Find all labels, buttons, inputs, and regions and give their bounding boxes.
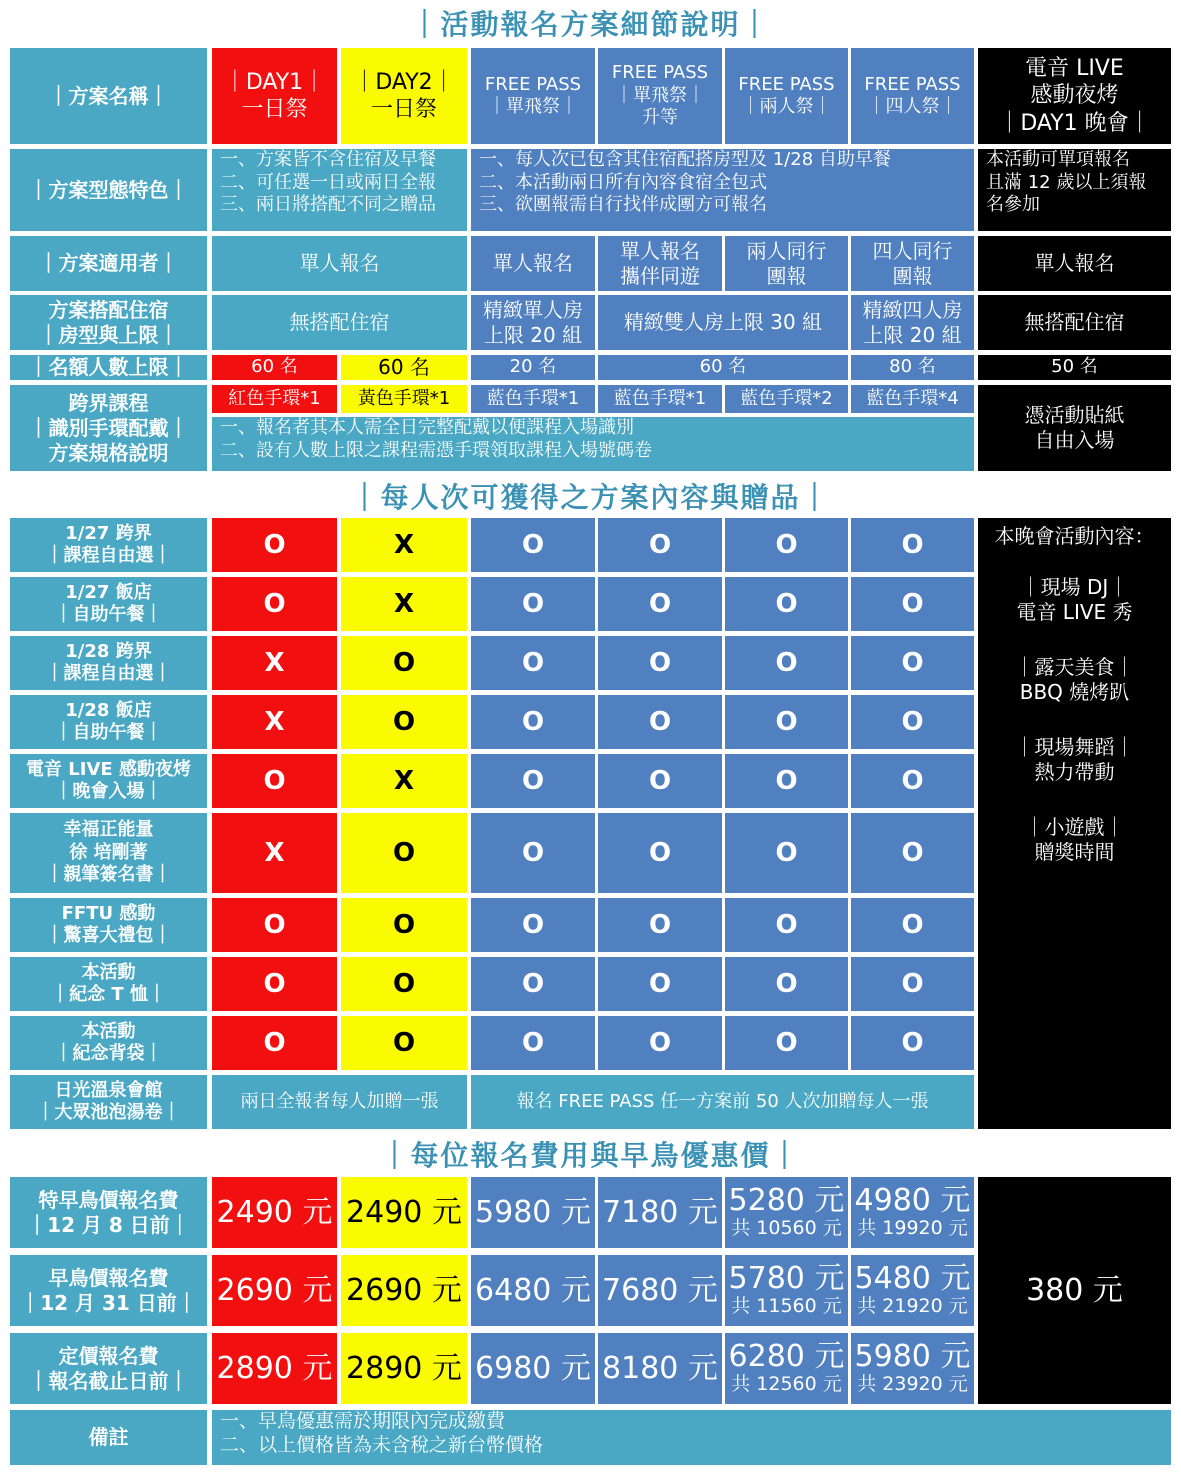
- lodging-fp-four-1: 精緻四人房: [862, 297, 963, 322]
- benefit-mark: X: [212, 695, 337, 749]
- plan-day1-name-line1: ｜DAY1｜: [223, 69, 326, 95]
- wristband-label-1: 跨界課程: [68, 390, 149, 415]
- benefit-mark: O: [471, 754, 595, 808]
- features-night-1: 本活動可單項報名: [986, 149, 1130, 170]
- lodging-fp-single-2: 上限 20 組: [483, 322, 583, 347]
- benefit-mark: O: [725, 577, 848, 631]
- benefit-mark: O: [341, 695, 467, 749]
- benefit-row-label-line: 本活動: [81, 961, 136, 983]
- benefit-mark: O: [598, 813, 722, 893]
- benefit-mark: O: [212, 577, 337, 631]
- price-fp-single: 5980 元: [471, 1177, 595, 1248]
- plan-fp-two-line2: ｜兩人祭｜: [741, 96, 832, 117]
- applicable-fp-two: [725, 236, 848, 291]
- price-fp-single-up: 7180 元: [598, 1177, 722, 1248]
- price-row-label-line: 早鳥價報名費: [48, 1265, 169, 1290]
- section-title-pricing: ｜每位報名費用與早鳥優惠價｜: [380, 1139, 801, 1172]
- night-item-1-a: ｜現場 DJ｜: [1020, 575, 1129, 599]
- benefit-mark: O: [598, 518, 722, 572]
- benefit-row-label-line: 1/28 跨界: [65, 640, 152, 662]
- plan-fp-four-line1: FREE PASS: [864, 73, 961, 95]
- price-fp-two: [725, 1177, 848, 1248]
- lodging-night: 無搭配住宿: [978, 295, 1171, 350]
- features-day-1: 一、方案皆不含住宿及早餐: [220, 149, 436, 170]
- wristband-notes: [212, 417, 974, 471]
- benefit-mark: O: [725, 518, 848, 572]
- row-label-wristband: [10, 385, 207, 471]
- row-label-features: ｜方案型態特色｜: [10, 149, 207, 231]
- plan-fp-two-line1: FREE PASS: [738, 73, 835, 95]
- benefit-mark: X: [212, 636, 337, 690]
- night-item-3-a: ｜現場舞蹈｜: [1014, 735, 1135, 759]
- price-total: 共 19920 元: [857, 1217, 968, 1240]
- night-item-4-b: 贈獎時間: [1034, 840, 1115, 864]
- benefit-mark: O: [341, 898, 467, 952]
- benefit-mark: O: [725, 957, 848, 1011]
- night-item-4-a: ｜小遊戲｜: [1024, 815, 1125, 839]
- benefit-row-label-line: ｜紀念背袋｜: [54, 1043, 163, 1064]
- remarks-label: 備註: [10, 1410, 207, 1465]
- benefit-mark: O: [471, 813, 595, 893]
- price-day2: 2890 元: [341, 1333, 467, 1404]
- benefit-row-label: [10, 898, 207, 952]
- applicable-night: 單人報名: [978, 236, 1171, 291]
- price-per-person: 5980 元: [854, 1339, 971, 1375]
- night-item-2-b: BBQ 燒烤趴: [1019, 680, 1130, 704]
- price-per-person: 5780 元: [728, 1261, 845, 1297]
- wristband-night-2: 自由入場: [1034, 428, 1115, 452]
- row-label-spa: [10, 1075, 207, 1129]
- benefit-row-label: [10, 754, 207, 808]
- benefit-row-label-line: ｜自助午餐｜: [54, 722, 163, 743]
- applicable-fp-four-2: 團報: [892, 263, 933, 288]
- applicable-fp-four: [851, 236, 974, 291]
- benefit-mark: O: [341, 1016, 467, 1070]
- wristband-fp-single: 藍色手環*1: [471, 385, 595, 413]
- quota-day1: 60 名: [212, 355, 337, 380]
- row-label-quota: ｜名額人數上限｜: [10, 355, 207, 380]
- spa-freepass: 報名 FREE PASS 任一方案前 50 人次加贈每人一張: [471, 1075, 974, 1129]
- quota-night: 50 名: [978, 355, 1171, 380]
- spa-label-2: ｜大眾池泡湯卷｜: [36, 1102, 181, 1123]
- price-per-person: 5480 元: [854, 1261, 971, 1297]
- features-day-3: 三、兩日將搭配不同之贈品: [220, 194, 436, 215]
- price-row-label-line: ｜報名截止日前｜: [28, 1368, 189, 1393]
- plan-night-line3: ｜DAY1 晚會｜: [998, 110, 1151, 136]
- price-row-label-line: ｜12 月 8 日前｜: [27, 1212, 190, 1237]
- applicable-fp-single-up-1: 單人報名: [620, 238, 700, 263]
- price-fp-single: 6980 元: [471, 1333, 595, 1404]
- wristband-note-1: 一、報名者其本人需全日完整配戴以便課程入場識別: [220, 417, 634, 438]
- benefit-mark: O: [725, 695, 848, 749]
- plan-night-line2: 感動夜烤: [1030, 83, 1119, 109]
- spa-day: 兩日全報者每人加贈一張: [212, 1075, 467, 1129]
- plan-day2-name-line1: ｜DAY2｜: [353, 69, 455, 95]
- benefit-row-label: [10, 695, 207, 749]
- night-program: [978, 518, 1171, 1129]
- benefit-mark: O: [471, 636, 595, 690]
- plan-fp-single-line1: FREE PASS: [484, 73, 582, 95]
- benefit-row-label: [10, 577, 207, 631]
- plan-night-line1: 電音 LIVE: [1025, 55, 1124, 81]
- benefit-mark: O: [851, 577, 974, 631]
- section-title-plan-details: ｜活動報名方案細節說明｜: [410, 8, 771, 41]
- lodging-fp-four: [851, 295, 974, 350]
- benefit-mark: O: [598, 1016, 722, 1070]
- row-label-applicable: ｜方案適用者｜: [10, 236, 207, 291]
- price-total: 共 23920 元: [857, 1373, 968, 1396]
- benefit-mark: O: [471, 695, 595, 749]
- benefit-mark: O: [212, 1016, 337, 1070]
- lodging-fp-single: [471, 295, 595, 350]
- plan-fp-four-line2: ｜四人祭｜: [867, 96, 958, 117]
- benefit-row-label-line: FFTU 感動: [61, 902, 156, 924]
- remark-2: 二、以上價格皆為未含稅之新台幣價格: [220, 1433, 544, 1456]
- benefit-mark: O: [598, 695, 722, 749]
- price-day1: 2490 元: [212, 1177, 337, 1248]
- lodging-fp-double: 精緻雙人房上限 30 組: [598, 295, 848, 350]
- price-per-person: 4980 元: [854, 1183, 971, 1219]
- row-label-plan-name: ｜方案名稱｜: [10, 48, 207, 144]
- price-day1: 2690 元: [212, 1255, 337, 1326]
- price-per-person: 6280 元: [728, 1339, 845, 1375]
- applicable-fp-single-up: [598, 236, 722, 291]
- benefit-mark: O: [851, 813, 974, 893]
- features-fp-3: 三、欲團報需自行找伴成團方可報名: [479, 194, 767, 215]
- price-day2: 2490 元: [341, 1177, 467, 1248]
- wristband-fp-four: 藍色手環*4: [851, 385, 974, 413]
- benefit-row-label: [10, 957, 207, 1011]
- benefit-row-label-line: ｜晚會入場｜: [54, 781, 163, 802]
- benefit-mark: O: [725, 898, 848, 952]
- benefit-mark: O: [725, 636, 848, 690]
- benefit-row-label-line: 幸福正能量: [63, 819, 154, 841]
- benefit-mark: O: [341, 813, 467, 893]
- quota-fp-single: 20 名: [471, 355, 595, 380]
- benefit-row-label-line: ｜親筆簽名書｜: [45, 864, 172, 886]
- features-night-2: 且滿 12 歲以上須報: [986, 171, 1147, 193]
- benefit-mark: O: [212, 898, 337, 952]
- benefit-row-label: [10, 1016, 207, 1070]
- plan-day1-name-line2: 一日祭: [241, 97, 308, 122]
- benefit-mark: O: [471, 957, 595, 1011]
- benefit-row-label-line: ｜紀念 T 恤｜: [51, 984, 166, 1005]
- benefit-mark: O: [471, 518, 595, 572]
- benefit-mark: O: [851, 1016, 974, 1070]
- plan-fp-single-up-name: [598, 48, 722, 144]
- benefit-row-label: [10, 813, 207, 893]
- price-row-label-line: 特早鳥價報名費: [38, 1187, 179, 1212]
- remark-1: 一、早鳥優惠需於期限內完成繳費: [220, 1410, 506, 1432]
- benefit-row-label-line: 徐 培剛著: [69, 841, 148, 863]
- benefit-mark: X: [341, 754, 467, 808]
- plan-fp-two-name: [725, 48, 848, 144]
- benefit-mark: O: [851, 695, 974, 749]
- benefit-mark: O: [212, 957, 337, 1011]
- applicable-fp-two-2: 團報: [766, 263, 807, 288]
- lodging-label-2: ｜房型與上限｜: [38, 322, 179, 347]
- lodging-day: 無搭配住宿: [212, 295, 467, 350]
- price-row-label: [10, 1255, 207, 1326]
- quota-fp-four: 80 名: [851, 355, 974, 380]
- lodging-fp-single-1: 精緻單人房: [483, 297, 583, 322]
- features-day: [212, 149, 467, 231]
- price-row-label-line: 定價報名費: [58, 1343, 159, 1368]
- price-fp-two: [725, 1333, 848, 1404]
- benefit-mark: O: [471, 898, 595, 952]
- plan-fp-single-up-line3: 升等: [642, 107, 678, 129]
- applicable-fp-single: 單人報名: [471, 236, 595, 291]
- benefit-row-label-line: 電音 LIVE 感動夜烤: [26, 758, 191, 780]
- benefit-mark: O: [212, 518, 337, 572]
- features-day-2: 二、可任選一日或兩日全報: [220, 171, 436, 193]
- night-item-1-b: 電音 LIVE 秀: [1016, 600, 1133, 624]
- benefit-mark: O: [851, 518, 974, 572]
- price-fp-single-up: 8180 元: [598, 1333, 722, 1404]
- price-day1: 2890 元: [212, 1333, 337, 1404]
- benefit-row-label-line: 1/27 飯店: [65, 581, 152, 603]
- benefit-mark: O: [212, 754, 337, 808]
- price-total: 共 21920 元: [857, 1295, 968, 1318]
- wristband-label-3: 方案規格說明: [48, 440, 169, 465]
- benefit-mark: O: [598, 577, 722, 631]
- wristband-fp-two: 藍色手環*2: [725, 385, 848, 413]
- benefit-mark: O: [471, 577, 595, 631]
- night-item-2-a: ｜露天美食｜: [1014, 655, 1135, 679]
- plan-day2-name-line2: 一日祭: [370, 97, 437, 122]
- features-fp-1: 一、每人次已包含其住宿配搭房型及 1/28 自助早餐: [479, 149, 891, 170]
- wristband-day1: 紅色手環*1: [212, 385, 337, 413]
- benefit-row-label-line: 1/28 飯店: [65, 699, 152, 721]
- wristband-label-2: ｜識別手環配戴｜: [28, 415, 189, 440]
- price-fp-four: [851, 1333, 974, 1404]
- benefit-mark: O: [851, 636, 974, 690]
- benefit-mark: O: [471, 1016, 595, 1070]
- applicable-fp-single-up-2: 攜伴同遊: [620, 263, 700, 288]
- wristband-night: [978, 385, 1171, 471]
- benefit-mark: O: [341, 636, 467, 690]
- plan-day1-name: [212, 48, 337, 144]
- row-label-lodging: [10, 295, 207, 350]
- lodging-label-1: 方案搭配住宿: [48, 297, 169, 322]
- plan-fp-single-line2: ｜單飛祭｜: [488, 96, 578, 117]
- price-fp-four: [851, 1255, 974, 1326]
- features-night: [978, 149, 1171, 231]
- price-fp-four: [851, 1177, 974, 1248]
- benefit-row-label-line: ｜課程自由選｜: [45, 545, 172, 566]
- benefit-row-label: [10, 518, 207, 572]
- benefit-mark: O: [598, 754, 722, 808]
- plan-day2-name: [341, 48, 467, 144]
- benefit-mark: O: [725, 813, 848, 893]
- benefit-row-label-line: ｜課程自由選｜: [45, 663, 172, 684]
- price-night: 380 元: [978, 1177, 1171, 1404]
- wristband-note-2: 二、設有人數上限之課程需憑手環領取課程入場號碼卷: [220, 439, 652, 461]
- benefit-mark: O: [598, 636, 722, 690]
- benefit-mark: O: [598, 898, 722, 952]
- spa-label-1: 日光溫泉會館: [54, 1079, 163, 1101]
- price-fp-single: 6480 元: [471, 1255, 595, 1326]
- benefit-row-label-line: ｜自助午餐｜: [54, 604, 163, 625]
- price-total: 共 12560 元: [731, 1373, 842, 1396]
- features-freepass: [471, 149, 974, 231]
- applicable-fp-four-1: 四人同行: [872, 238, 953, 263]
- quota-day2: 60 名: [341, 355, 467, 380]
- applicable-fp-two-1: 兩人同行: [746, 238, 827, 263]
- benefit-mark: O: [851, 754, 974, 808]
- benefit-mark: O: [725, 1016, 848, 1070]
- benefit-row-label-line: 本活動: [81, 1020, 136, 1042]
- price-row-label-line: ｜12 月 31 日前｜: [20, 1290, 197, 1315]
- wristband-fp-single-up: 藍色手環*1: [598, 385, 722, 413]
- price-row-label: [10, 1177, 207, 1248]
- plan-fp-four-name: [851, 48, 974, 144]
- benefit-mark: X: [212, 813, 337, 893]
- features-fp-2: 二、本活動兩日所有內容食宿全包式: [479, 171, 767, 193]
- plan-night-name: [978, 48, 1171, 144]
- price-row-label: [10, 1333, 207, 1404]
- plan-fp-single-up-line2: ｜單飛祭｜: [615, 84, 705, 106]
- section-title-benefits: ｜每人次可獲得之方案內容與贈品｜: [350, 481, 831, 514]
- night-program-title: 本晚會活動內容：: [994, 524, 1155, 548]
- applicable-day: 單人報名: [212, 236, 467, 291]
- price-per-person: 5280 元: [728, 1183, 845, 1219]
- quota-fp-mid: 60 名: [598, 355, 848, 380]
- benefit-mark: X: [341, 518, 467, 572]
- benefit-mark: X: [341, 577, 467, 631]
- benefit-row-label-line: ｜驚喜大禮包｜: [45, 925, 172, 946]
- price-total: 共 10560 元: [731, 1217, 842, 1240]
- benefit-mark: O: [851, 957, 974, 1011]
- price-fp-single-up: 7680 元: [598, 1255, 722, 1326]
- benefit-mark: O: [341, 957, 467, 1011]
- wristband-day2: 黃色手環*1: [341, 385, 467, 413]
- plan-fp-single-name: [471, 48, 595, 144]
- wristband-night-1: 憑活動貼紙: [1024, 403, 1125, 427]
- benefit-row-label: [10, 636, 207, 690]
- benefit-mark: O: [598, 957, 722, 1011]
- plan-fp-single-up-line1: FREE PASS: [611, 62, 709, 84]
- benefit-row-label-line: 1/27 跨界: [65, 522, 152, 544]
- benefit-mark: O: [725, 754, 848, 808]
- features-night-3: 名參加: [986, 194, 1040, 215]
- night-item-3-b: 熱力帶動: [1034, 760, 1115, 784]
- price-fp-two: [725, 1255, 848, 1326]
- lodging-fp-four-2: 上限 20 組: [863, 322, 962, 347]
- benefit-mark: O: [851, 898, 974, 952]
- remarks-text: [212, 1410, 1171, 1465]
- price-day2: 2690 元: [341, 1255, 467, 1326]
- price-total: 共 11560 元: [731, 1295, 842, 1318]
